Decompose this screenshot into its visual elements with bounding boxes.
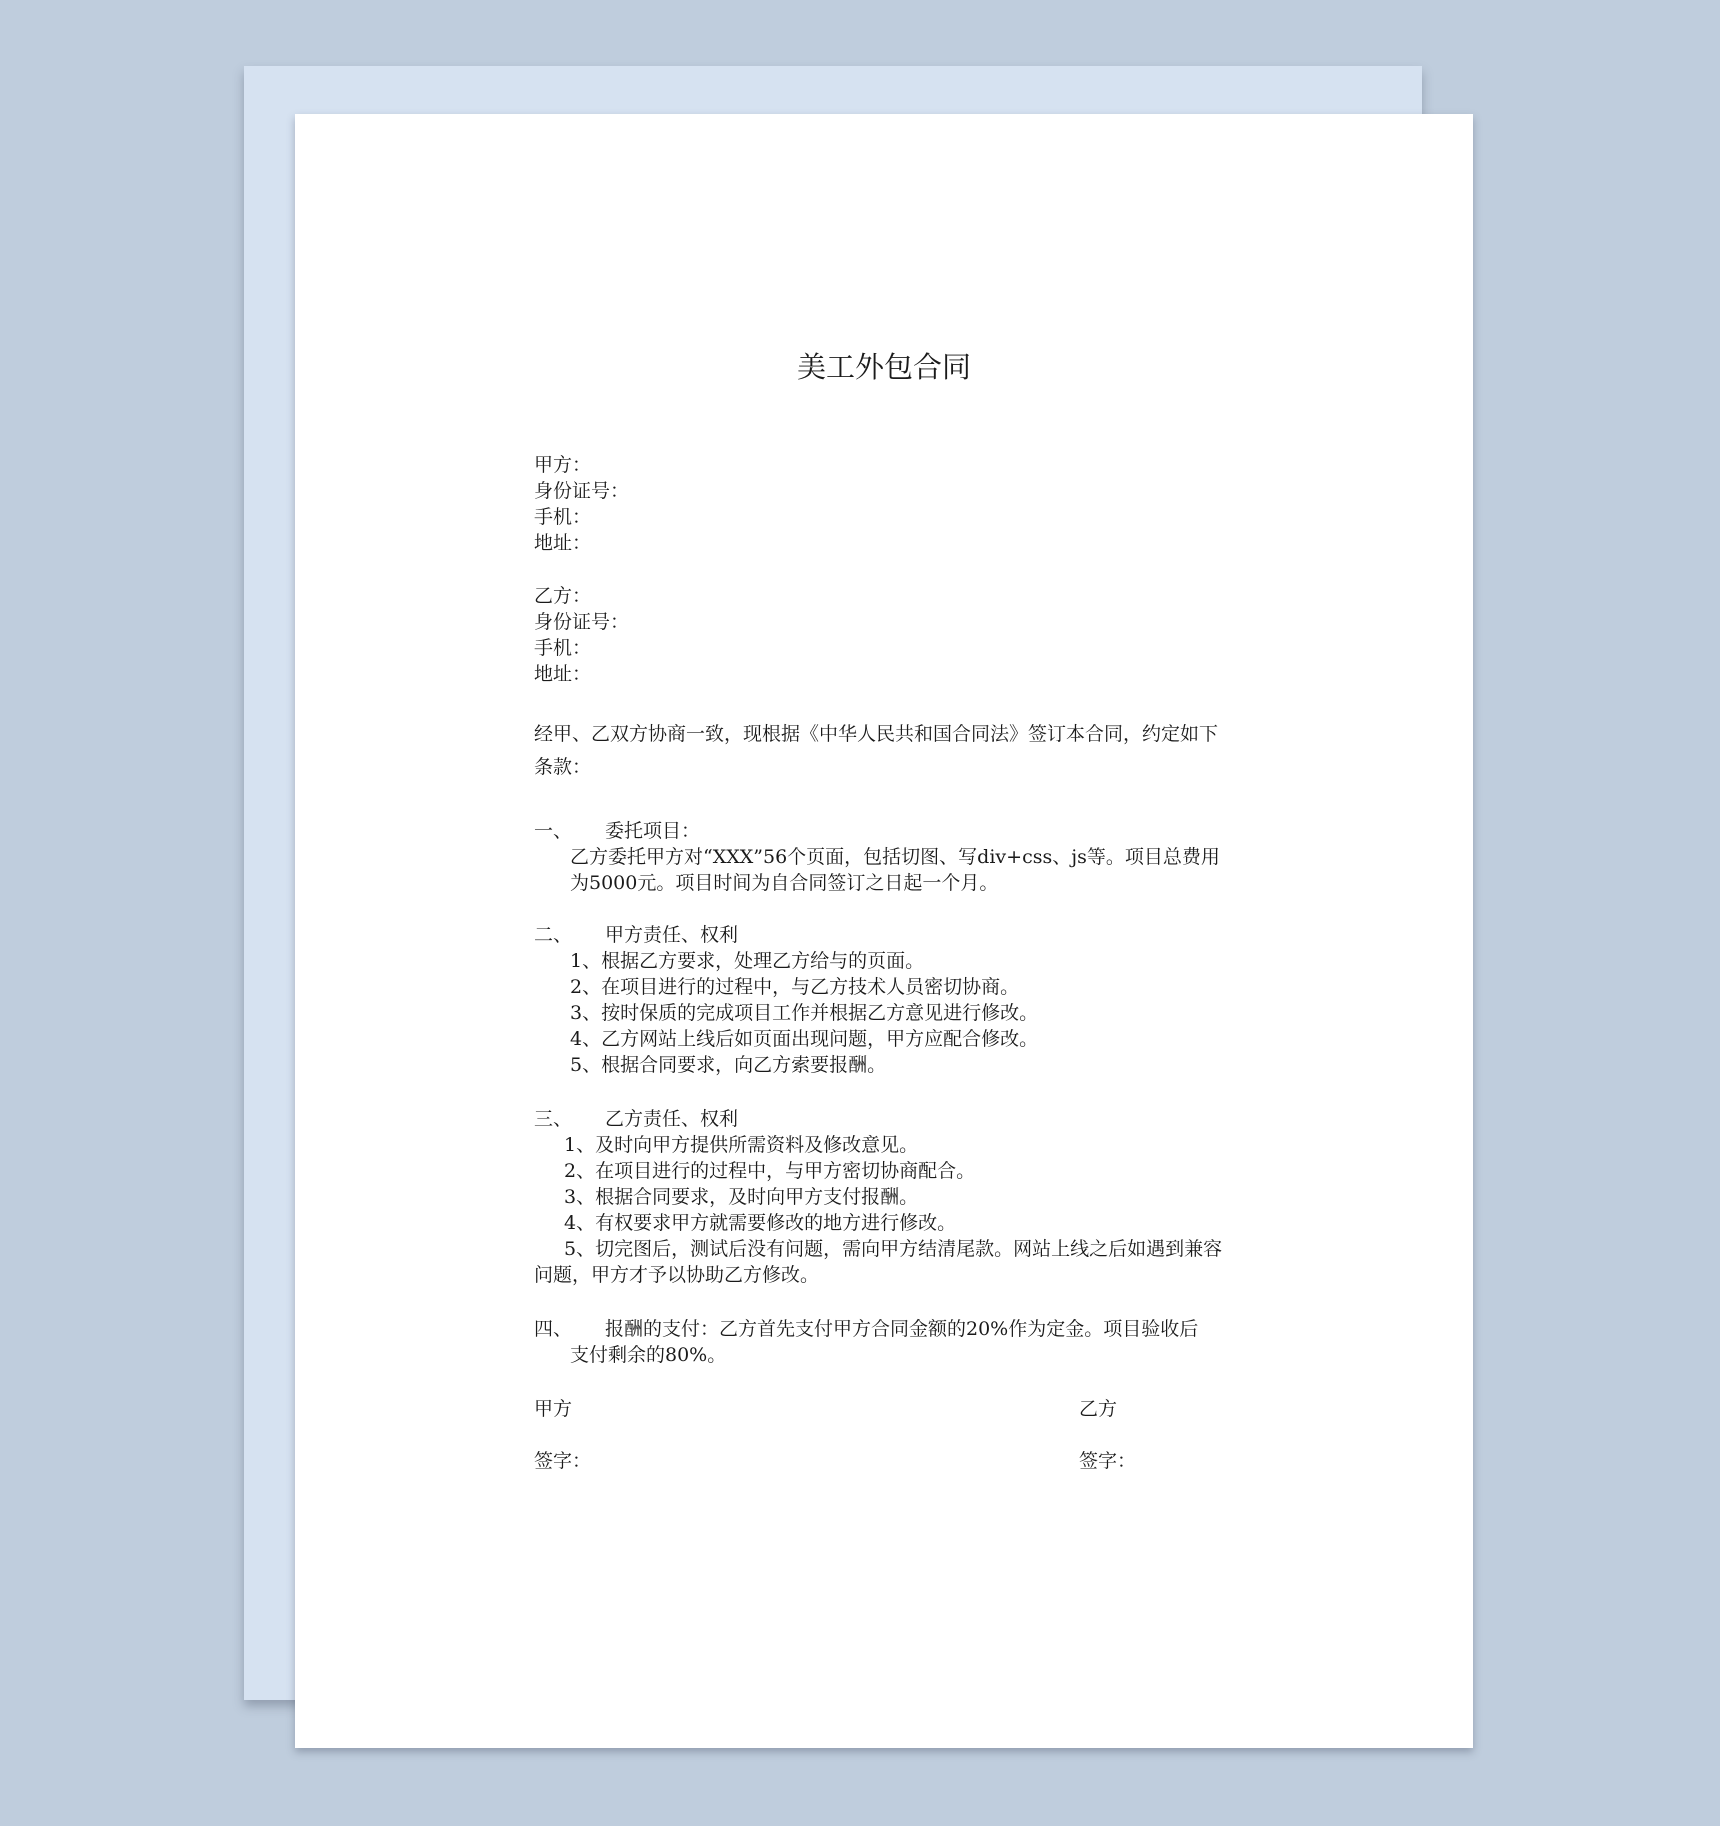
section-4-continuation: 支付剩余的80%。	[570, 1344, 727, 1366]
section-4-number: 四、	[534, 1318, 573, 1340]
party-a-id-label: 身份证号：	[534, 480, 630, 502]
section-4-heading	[534, 1316, 1234, 1342]
section-2-heading	[534, 922, 1234, 948]
section-2-item: 3、按时保质的完成项目工作并根据乙方意见进行修改。	[570, 1002, 1039, 1024]
party-a-name-label: 甲方：	[534, 454, 592, 476]
party-b-name-label: 乙方：	[534, 585, 592, 607]
party-a-address-label: 地址：	[534, 532, 592, 554]
section-3-item: 4、有权要求甲方就需要修改的地方进行修改。	[564, 1212, 957, 1234]
party-a-phone-label: 手机：	[534, 506, 592, 528]
section-3-heading	[534, 1106, 1234, 1132]
section-2-item: 4、乙方网站上线后如页面出现问题，甲方应配合修改。	[570, 1028, 1039, 1050]
section-2-item: 5、根据合同要求，向乙方索要报酬。	[570, 1054, 887, 1076]
section-1	[534, 818, 1234, 896]
section-3-title: 乙方责任、权利	[605, 1108, 739, 1130]
section-3	[534, 1106, 1234, 1288]
party-b-phone-label: 手机：	[534, 637, 592, 659]
signature-party-b: 乙方	[1079, 1398, 1118, 1420]
section-2-item: 2、在项目进行的过程中，与乙方技术人员密切协商。	[570, 976, 1020, 998]
party-b-address-label: 地址：	[534, 663, 592, 685]
section-3-number: 三、	[534, 1108, 573, 1130]
party-b-id-label: 身份证号：	[534, 611, 630, 633]
party-b-info	[534, 583, 1234, 687]
section-2	[534, 922, 1234, 1078]
party-a-info	[534, 452, 1234, 556]
contract-page	[295, 114, 1473, 1748]
section-2-title: 甲方责任、权利	[605, 924, 739, 946]
section-1-number: 一、	[534, 820, 573, 842]
section-1-title: 委托项目：	[605, 820, 701, 842]
signature-party-a: 甲方	[534, 1398, 573, 1420]
section-1-heading	[534, 818, 1234, 844]
signature-sign-b-label: 签字：	[1079, 1450, 1137, 1472]
section-1-body: 乙方委托甲方对“XXX”56个页面，包括切图、写div+css、js等。项目总费用为5000元。项目时间为自合同签订之日起一个月。	[570, 846, 1220, 894]
signature-sign-a-label: 签字：	[534, 1450, 592, 1472]
section-2-number: 二、	[534, 924, 573, 946]
section-3-item: 1、及时向甲方提供所需资料及修改意见。	[564, 1134, 919, 1156]
document-title: 美工外包合同	[796, 350, 971, 384]
section-3-item: 2、在项目进行的过程中，与甲方密切协商配合。	[564, 1160, 976, 1182]
section-4	[534, 1316, 1234, 1368]
section-4-title: 报酬的支付：乙方首先支付甲方合同金额的20%作为定金。项目验收后	[605, 1318, 1199, 1340]
section-3-item: 5、切完图后，测试后没有问题，需向甲方结清尾款。网站上线之后如遇到兼容问题，甲方才予以协助乙方修改。	[534, 1238, 1223, 1286]
section-3-item: 3、根据合同要求，及时向甲方支付报酬。	[564, 1186, 919, 1208]
section-2-item: 1、根据乙方要求，处理乙方给与的页面。	[570, 950, 925, 972]
intro-paragraph: 经甲、乙双方协商一致，现根据《中华人民共和国合同法》签订本合同，约定如下条款：	[534, 723, 1219, 778]
